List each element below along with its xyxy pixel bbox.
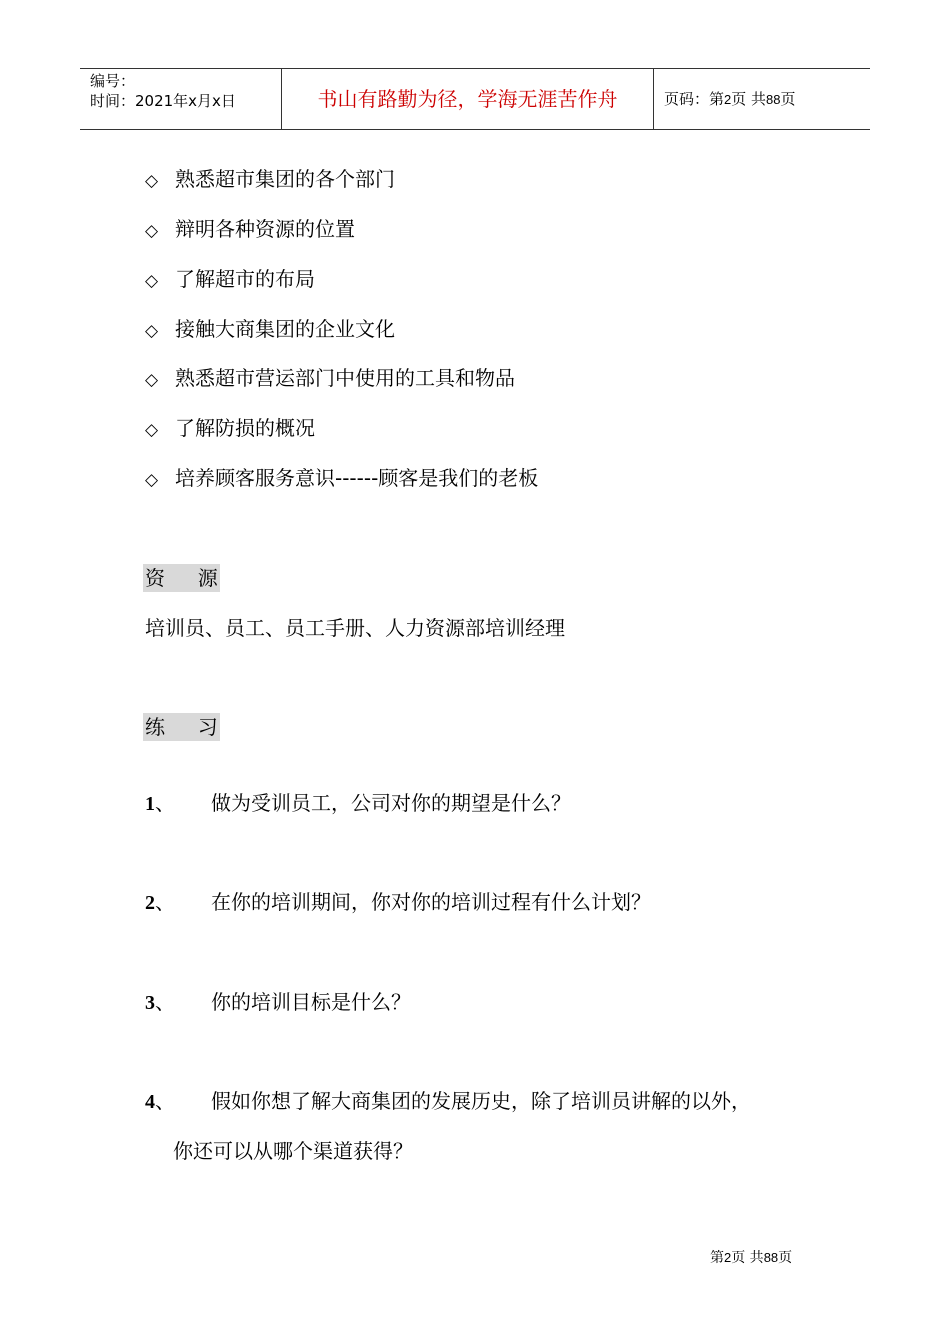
objective-text: 培养顾客服务意识------顾客是我们的老板: [175, 466, 539, 490]
footer-middle: 页 共: [731, 1250, 764, 1266]
objective-item: [145, 464, 538, 494]
diamond-bullet-icon: ◇: [145, 271, 159, 291]
footer-suffix: 页: [778, 1250, 793, 1266]
question-continuation: 你还可以从哪个渠道获得？: [173, 1139, 413, 1163]
objective-text: 辩明各种资源的位置: [175, 217, 355, 241]
objective-item: [145, 315, 395, 345]
question-item: [145, 789, 571, 818]
header-meta: [90, 71, 236, 111]
question-text: 你的培训目标是什么？: [211, 990, 411, 1014]
objective-item: [145, 265, 315, 295]
page-footer: [710, 1248, 792, 1268]
question-item: [145, 988, 411, 1017]
question-number: 2、: [145, 890, 175, 914]
objective-item: [145, 414, 315, 444]
page-current: 2: [724, 92, 732, 107]
objective-item: [145, 364, 515, 394]
question-text: 做为受训员工，公司对你的期望是什么？: [211, 791, 571, 815]
heading-char: 练: [145, 715, 165, 739]
objective-item: [145, 165, 395, 195]
page-total: 88: [766, 92, 781, 107]
diamond-bullet-icon: ◇: [145, 420, 159, 440]
date-label: 时间：2021年x月x日: [90, 92, 236, 110]
footer-prefix: 第: [710, 1250, 724, 1266]
question-text: 假如你想了解大商集团的发展历史，除了培训员讲解的以外，: [211, 1089, 751, 1113]
header-motto: 书山有路勤为径，学海无涯苦作舟: [317, 87, 618, 111]
heading-char: 源: [197, 566, 218, 590]
resources-heading: [143, 564, 220, 592]
diamond-bullet-icon: ◇: [145, 171, 159, 191]
question-number: 3、: [145, 990, 175, 1014]
diamond-bullet-icon: ◇: [145, 321, 159, 341]
diamond-bullet-icon: ◇: [145, 221, 159, 241]
resources-content: 培训员、员工、员工手册、人力资源部培训经理: [145, 616, 565, 640]
header-page-number: [664, 88, 796, 111]
question-number: 1、: [145, 791, 175, 815]
objective-text: 熟悉超市营运部门中使用的工具和物品: [175, 366, 515, 390]
heading-char: 习: [197, 715, 218, 739]
question-text: 在你的培训期间，你对你的培训过程有什么计划？: [211, 890, 651, 914]
header-divider-right: [653, 69, 654, 129]
objective-item: [145, 215, 355, 245]
objective-text: 了解超市的布局: [175, 267, 315, 291]
diamond-bullet-icon: ◇: [145, 470, 159, 490]
objective-text: 熟悉超市集团的各个部门: [175, 167, 395, 191]
question-number: 4、: [145, 1089, 175, 1113]
question-item: [145, 888, 651, 917]
page-suffix: 页: [780, 90, 796, 108]
question-item: [145, 1087, 751, 1116]
page-header: [80, 68, 870, 130]
footer-total: 88: [763, 1250, 779, 1265]
page-middle: 页 共: [731, 90, 767, 108]
diamond-bullet-icon: ◇: [145, 370, 159, 390]
heading-char: 资: [145, 566, 165, 590]
practice-heading: [143, 713, 220, 741]
footer-current: 2: [724, 1250, 732, 1265]
objective-text: 接触大商集团的企业文化: [175, 317, 395, 341]
serial-label: 编号：: [90, 72, 136, 90]
objective-text: 了解防损的概况: [175, 416, 315, 440]
page-prefix: 页码：第: [664, 90, 725, 108]
